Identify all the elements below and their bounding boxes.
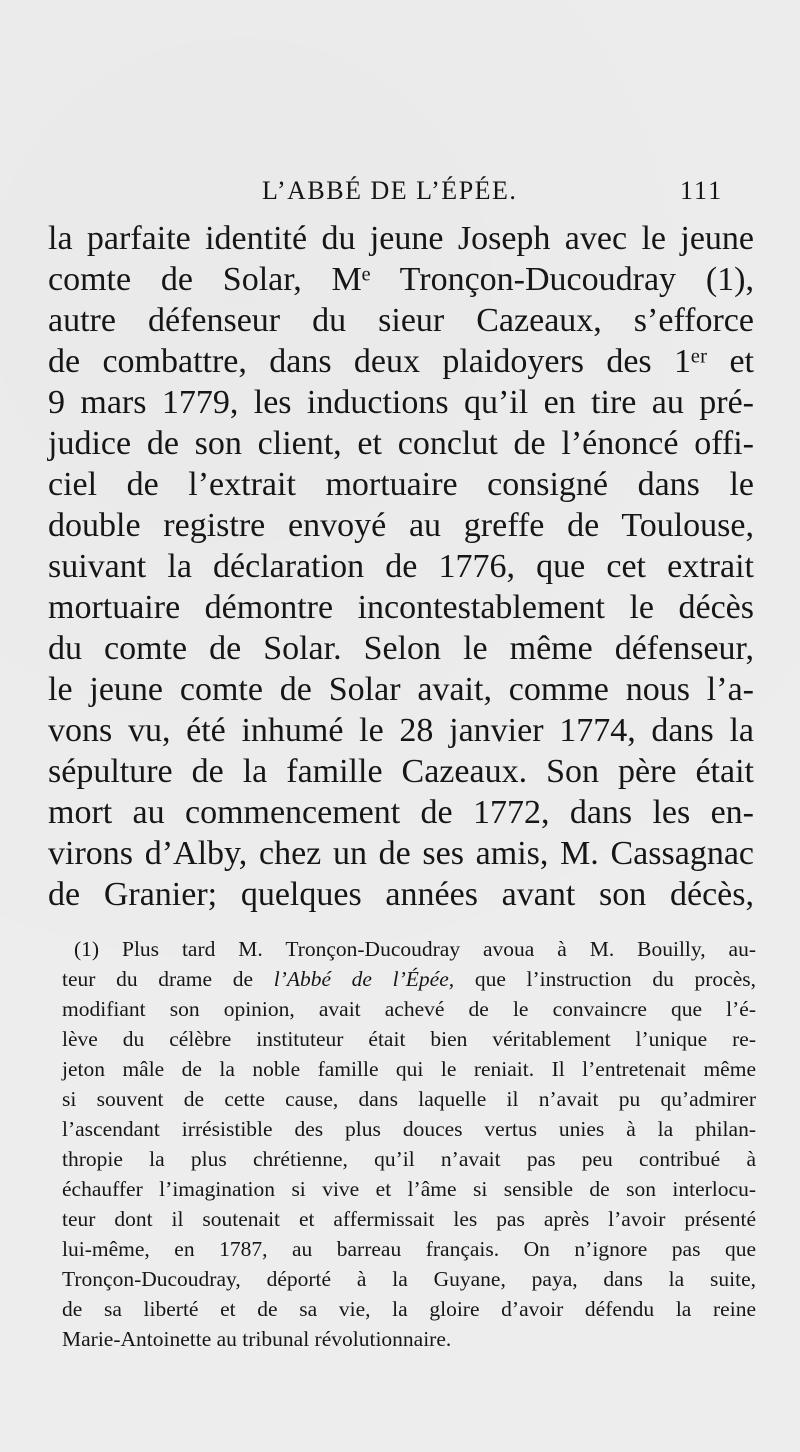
footnote-line: (1) Plus tard M. Tronçon-Ducoudray avoua à M. Bouilly, au- bbox=[74, 937, 756, 961]
page-header bbox=[0, 176, 800, 210]
text-line: autre défenseur du sieur Cazeaux, s’efforce bbox=[48, 302, 754, 339]
footnote-line: teur dont il soutenait et affermissait les pas après l’avoir présenté bbox=[62, 1207, 756, 1231]
main-text bbox=[48, 218, 754, 915]
running-title: L’ABBÉ DE L’ÉPÉE. bbox=[262, 176, 518, 205]
footnote-line: modifiant son opinion, avait achevé de le convaincre que l’é- bbox=[62, 997, 756, 1021]
footnote bbox=[62, 934, 756, 1354]
footnote-line bbox=[62, 964, 756, 994]
text-line: comte de Solar, Mᵉ Tronçon-Ducoudray (1), bbox=[48, 261, 754, 298]
page-number: 111 bbox=[680, 176, 724, 205]
footnote-line: échauffer l’imagination si vive et l’âme si sensible de son interlocu- bbox=[62, 1177, 756, 1201]
footnote-line: si souvent de cette cause, dans laquelle il n’avait pu qu’admirer bbox=[62, 1087, 756, 1111]
text-line: suivant la déclaration de 1776, que cet extrait bbox=[48, 548, 754, 585]
footnote-line: de sa liberté et de sa vie, la gloire d’avoir défendu la reine bbox=[62, 1297, 756, 1321]
footnote-line: Tronçon-Ducoudray, déporté à la Guyane, paya, dans la suite, bbox=[62, 1267, 756, 1291]
footnote-line: jeton mâle de la noble famille qui le reniait. Il l’entretenait même bbox=[62, 1057, 756, 1081]
text-line: le jeune comte de Solar avait, comme nous l’a- bbox=[48, 671, 754, 708]
work-title: l’Abbé de l’Épée, bbox=[273, 967, 455, 991]
footnote-text: teur du drame de bbox=[62, 967, 274, 991]
text-line: ciel de l’extrait mortuaire consigné dans le bbox=[48, 466, 754, 503]
footnote-line: thropie la plus chrétienne, qu’il n’avait pas peu contribué à bbox=[62, 1147, 756, 1171]
footnote-line: lève du célèbre instituteur était bien véritablement l’unique re- bbox=[62, 1027, 756, 1051]
footnote-line: Marie-Antoinette au tribunal révolutionnaire. bbox=[62, 1327, 452, 1351]
text-line: mortuaire démontre incontestablement le décès bbox=[48, 589, 754, 626]
text-line: mort au commencement de 1772, dans les en- bbox=[48, 794, 754, 831]
footnote-line: lui-même, en 1787, au barreau français. On n’ignore pas que bbox=[62, 1237, 756, 1261]
text-line: virons d’Alby, chez un de ses amis, M. Cassagnac bbox=[48, 835, 754, 872]
text-line: double registre envoyé au greffe de Toulouse, bbox=[48, 507, 754, 544]
text-line: 9 mars 1779, les inductions qu’il en tire au pré- bbox=[48, 384, 754, 421]
text-line: de combattre, dans deux plaidoyers des 1ᵉʳ et bbox=[48, 343, 754, 380]
footnote-text: que l’instruction du procès, bbox=[454, 967, 757, 991]
footnote-line: l’ascendant irrésistible des plus douces vertus unies à la philan- bbox=[62, 1117, 756, 1141]
text-line: judice de son client, et conclut de l’énoncé offi- bbox=[48, 425, 754, 462]
text-line: vons vu, été inhumé le 28 janvier 1774, dans la bbox=[48, 712, 754, 749]
text-line: sépulture de la famille Cazeaux. Son père était bbox=[48, 753, 754, 790]
text-line: du comte de Solar. Selon le même défenseur, bbox=[48, 630, 754, 667]
text-line: de Granier; quelques années avant son décès, bbox=[48, 876, 754, 913]
text-line: la parfaite identité du jeune Joseph avec le jeune bbox=[48, 220, 754, 257]
